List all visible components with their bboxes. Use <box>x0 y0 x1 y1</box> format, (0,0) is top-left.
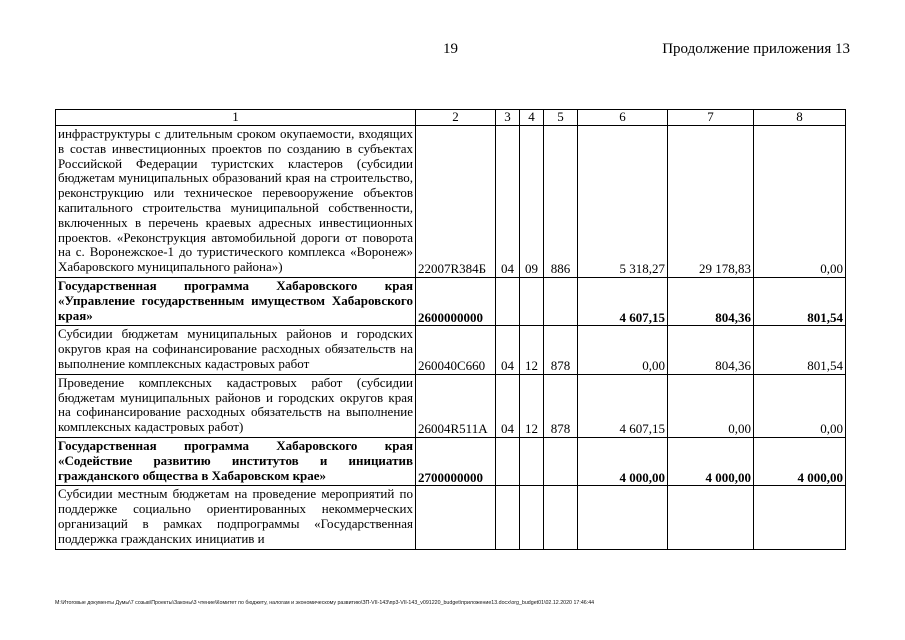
amount-col6: 4 000,00 <box>578 437 668 485</box>
expense-type-code: 886 <box>544 126 578 278</box>
continuation-label: Продолжение приложения 13 <box>662 41 850 57</box>
expense-type-code: 878 <box>544 326 578 374</box>
row-description: Субсидии местным бюджетам на проведение мероприятий по поддержке социально ориентированных некоммерческих организаций в рамках подпрограммы «Государственная поддержка гражданских инициатив и <box>56 486 416 549</box>
amount-col8: 0,00 <box>754 126 846 278</box>
target-item-code: 2700000000 <box>416 437 496 485</box>
column-header: 3 <box>496 110 520 126</box>
budget-table-container <box>55 109 845 550</box>
column-header: 1 <box>56 110 416 126</box>
subsection-code: 12 <box>520 374 544 437</box>
column-header: 4 <box>520 110 544 126</box>
amount-col6: 5 318,27 <box>578 126 668 278</box>
amount-col7 <box>668 486 754 549</box>
amount-col6: 4 607,15 <box>578 374 668 437</box>
target-item-code: 22007R384Б <box>416 126 496 278</box>
section-code <box>496 486 520 549</box>
expense-type-code <box>544 486 578 549</box>
subsection-code <box>520 277 544 325</box>
amount-col8: 0,00 <box>754 374 846 437</box>
row-description: инфраструктуры с длительным сроком окупаемости, входящих в состав инвестиционных проектов по созданию в субъектах Российской Федерации туристских кластеров (субсидии бюджетам муниципальных образований края на строительство, реконструкцию или техническое перевооружение объектов капитального строительства муниципальной собственности, включенных в перечень краевых адресных инвестиционных проектов. «Реконструкция автомобильной дороги от поворота на с. Воронежское-1 до туристического комплекса «Воронеж» Хабаровского муниципального района») <box>56 126 416 278</box>
amount-col7: 4 000,00 <box>668 437 754 485</box>
expense-type-code: 878 <box>544 374 578 437</box>
budget-table <box>55 109 846 550</box>
amount-col7: 804,36 <box>668 326 754 374</box>
target-item-code <box>416 486 496 549</box>
amount-col7: 804,36 <box>668 277 754 325</box>
amount-col8: 4 000,00 <box>754 437 846 485</box>
table-row <box>56 374 846 437</box>
section-code: 04 <box>496 374 520 437</box>
column-header: 2 <box>416 110 496 126</box>
subsection-code <box>520 437 544 485</box>
section-code: 04 <box>496 126 520 278</box>
column-header: 7 <box>668 110 754 126</box>
row-description: Государственная программа Хабаровского края «Содействие развитию институтов и инициатив гражданского общества в Хабаровском крае» <box>56 437 416 485</box>
amount-col8 <box>754 486 846 549</box>
table-row <box>56 126 846 278</box>
column-header: 8 <box>754 110 846 126</box>
amount-col8: 801,54 <box>754 277 846 325</box>
table-row <box>56 486 846 549</box>
section-code <box>496 277 520 325</box>
table-header-row <box>56 110 846 126</box>
row-description: Государственная программа Хабаровского края «Управление государственным имуществом Хабаровского края» <box>56 277 416 325</box>
expense-type-code <box>544 277 578 325</box>
target-item-code: 2600000000 <box>416 277 496 325</box>
row-description: Проведение комплексных кадастровых работ (субсидии бюджетам муниципальных районов и городских округов края на софинансирование расходных обязательств на выполнение комплексных кадастровых работ) <box>56 374 416 437</box>
amount-col7: 29 178,83 <box>668 126 754 278</box>
subsection-code <box>520 486 544 549</box>
expense-type-code <box>544 437 578 485</box>
amount-col8: 801,54 <box>754 326 846 374</box>
section-code: 04 <box>496 326 520 374</box>
amount-col6: 4 607,15 <box>578 277 668 325</box>
subsection-code: 12 <box>520 326 544 374</box>
amount-col7: 0,00 <box>668 374 754 437</box>
amount-col6: 0,00 <box>578 326 668 374</box>
column-header: 6 <box>578 110 668 126</box>
table-row <box>56 326 846 374</box>
section-code <box>496 437 520 485</box>
document-path-footer: M:\Итоговые документы Думы\7 созыв\Проекты\Законы\3 чтение\Комитет по бюджету, налогам и экономическому развитию\ЗП-VII-143\пр3-VII-143_v091220_budget\приложение13.docx\org_budget01\02.12.2020 17:46:44 <box>55 600 595 606</box>
column-header: 5 <box>544 110 578 126</box>
row-description: Субсидии бюджетам муниципальных районов и городских округов края на софинансирование расходных обязательств на выполнение комплексных кадастровых работ <box>56 326 416 374</box>
subsection-code: 09 <box>520 126 544 278</box>
amount-col6 <box>578 486 668 549</box>
target-item-code: 26004R511А <box>416 374 496 437</box>
table-row <box>56 437 846 485</box>
page-number: 19 <box>443 41 458 57</box>
table-row <box>56 277 846 325</box>
target-item-code: 260040С660 <box>416 326 496 374</box>
